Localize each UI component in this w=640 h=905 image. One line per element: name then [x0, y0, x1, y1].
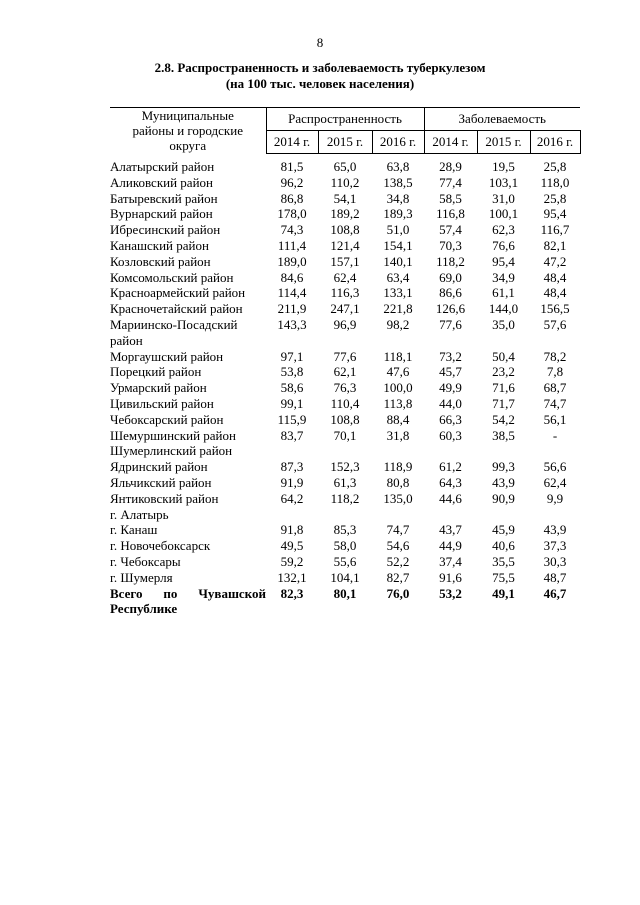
incidence-value: 78,2	[543, 348, 567, 364]
incidence-value: 54,2	[492, 411, 515, 427]
incidence-value: 100,1	[488, 206, 519, 222]
prevalence-value: 61,3	[333, 474, 357, 490]
prevalence-value: 51,0	[386, 222, 410, 238]
municipality-name: Вурнарский район	[110, 206, 213, 222]
municipality-name: Алатырский район	[110, 159, 215, 174]
table-row	[110, 443, 580, 459]
prevalence-value	[318, 333, 372, 349]
table-row	[110, 475, 580, 491]
prevalence-value: 154,1	[383, 237, 413, 253]
prevalence-value: 135,0	[383, 490, 413, 506]
incidence-value: 40,6	[492, 538, 515, 554]
incidence-value: 77,6	[439, 316, 462, 332]
table-row	[110, 285, 580, 301]
incidence-value: 25,8	[543, 190, 567, 206]
incidence-value: 62,4	[543, 474, 567, 490]
prevalence-value: 113,8	[383, 395, 413, 411]
table-row	[110, 349, 580, 365]
prevalence-value: 70,1	[333, 427, 357, 443]
header-year: 2014 г.	[266, 130, 318, 153]
municipality-name: Яльчикский район	[110, 474, 212, 490]
table-row	[110, 238, 580, 254]
prevalence-value: 74,3	[280, 222, 304, 238]
municipality-name: Красночетайский район	[110, 301, 243, 317]
prevalence-value: 81,5	[280, 159, 304, 174]
prevalence-value: 86,8	[280, 190, 304, 206]
incidence-value	[530, 507, 580, 523]
municipality-name: Ядринский район	[110, 459, 208, 475]
municipality-name: Янтиковский район	[110, 490, 219, 506]
table-row	[110, 191, 580, 207]
incidence-value: 56,6	[543, 459, 567, 475]
page-number: 8	[316, 35, 324, 50]
municipality-name: Батыревский район	[110, 190, 218, 206]
empty-cell	[318, 601, 372, 617]
prevalence-value: 96,2	[280, 174, 304, 190]
prevalence-value: 97,1	[280, 348, 304, 364]
table-row	[110, 317, 580, 333]
incidence-value: 77,4	[439, 174, 462, 190]
prevalence-value: 91,8	[280, 522, 304, 538]
incidence-value: 45,7	[439, 364, 462, 380]
incidence-value	[424, 507, 477, 523]
incidence-value: 118,2	[436, 253, 465, 269]
prevalence-value: 189,2	[330, 206, 360, 222]
incidence-value	[424, 333, 477, 349]
empty-cell	[530, 601, 580, 617]
table-row	[110, 507, 580, 523]
prevalence-value: 143,3	[277, 316, 307, 332]
incidence-value: 28,9	[439, 159, 462, 174]
table-row	[110, 459, 580, 475]
municipality-name: г. Чебоксары	[110, 553, 181, 569]
prevalence-value: 49,5	[280, 538, 304, 554]
prevalence-value: 98,2	[386, 316, 410, 332]
total-prevalence-value: 82,3	[280, 585, 304, 601]
incidence-value	[530, 333, 580, 349]
prevalence-value: 59,2	[280, 553, 304, 569]
incidence-value: 37,4	[439, 553, 462, 569]
municipality-name: Канашский район	[110, 237, 209, 253]
incidence-value: 61,1	[492, 285, 515, 301]
prevalence-value: 157,1	[330, 253, 360, 269]
incidence-value: 34,9	[492, 269, 515, 285]
prevalence-value: 54,6	[386, 538, 410, 554]
municipality-name: Чебоксарский район	[110, 411, 224, 427]
incidence-value: 73,2	[439, 348, 462, 364]
prevalence-value: 34,8	[386, 190, 410, 206]
prevalence-value: 53,8	[280, 364, 304, 380]
prevalence-value: 118,1	[383, 348, 413, 364]
table-row	[110, 491, 580, 507]
prevalence-value: 31,8	[386, 427, 410, 443]
table-row	[110, 364, 580, 380]
prevalence-value: 52,2	[386, 553, 410, 569]
prevalence-value: 178,0	[277, 206, 307, 222]
incidence-value: 38,5	[492, 427, 515, 443]
incidence-value: 75,5	[492, 569, 515, 585]
prevalence-value: 189,0	[277, 253, 307, 269]
municipality-name: г. Новочебоксарск	[110, 538, 211, 554]
table-row	[110, 412, 580, 428]
incidence-value: 103,1	[488, 174, 519, 190]
prevalence-value: 91,9	[280, 474, 304, 490]
total-incidence-value: 49,1	[492, 585, 515, 601]
empty-cell	[266, 601, 318, 617]
incidence-value: 44,0	[439, 395, 462, 411]
incidence-value: 43,9	[492, 474, 515, 490]
table-row	[110, 333, 580, 349]
incidence-value: 43,7	[439, 522, 462, 538]
prevalence-value	[372, 507, 424, 523]
prevalence-value: 85,3	[333, 522, 357, 538]
prevalence-value: 80,8	[386, 474, 410, 490]
header-year: 2015 г.	[318, 130, 372, 153]
prevalence-value: 47,6	[386, 364, 410, 380]
incidence-value: -	[552, 427, 558, 443]
municipality-name: Козловский район	[110, 253, 211, 269]
prevalence-value	[318, 507, 372, 523]
incidence-value: 58,5	[439, 190, 462, 206]
total-incidence-value: 46,7	[543, 585, 567, 601]
incidence-value: 19,5	[492, 159, 515, 174]
incidence-value: 47,2	[543, 253, 567, 269]
title-line-1: 2.8. Распространенность и заболеваемость туберкулезом	[154, 60, 486, 75]
prevalence-value: 108,8	[330, 222, 360, 238]
prevalence-value: 62,4	[333, 269, 357, 285]
header-year: 2016 г.	[530, 130, 580, 153]
incidence-value: 31,0	[492, 190, 515, 206]
incidence-value: 62,3	[492, 222, 515, 238]
prevalence-value	[266, 443, 318, 459]
header-prevalence: Распространенность	[266, 108, 424, 131]
municipality-name: Шумерлинский район	[110, 443, 233, 459]
municipality-name: Аликовский район	[110, 174, 213, 190]
prevalence-value: 96,9	[333, 316, 357, 332]
municipality-name: район	[110, 332, 143, 348]
incidence-value: 71,6	[492, 380, 515, 396]
incidence-value: 70,3	[439, 237, 462, 253]
table-row	[110, 270, 580, 286]
table-row	[110, 380, 580, 396]
prevalence-value: 64,2	[280, 490, 304, 506]
prevalence-value: 118,9	[383, 459, 413, 475]
total-incidence-value: 53,2	[439, 585, 462, 601]
prevalence-value: 58,0	[333, 538, 357, 554]
prevalence-value: 76,3	[333, 380, 357, 396]
incidence-value: 126,6	[435, 301, 466, 317]
prevalence-value: 118,2	[330, 490, 360, 506]
total-prevalence-value: 80,1	[333, 585, 357, 601]
header-year: 2014 г.	[424, 130, 477, 153]
total-row-continued	[110, 601, 580, 617]
prevalence-value: 133,1	[383, 285, 413, 301]
prevalence-value: 100,0	[383, 380, 413, 396]
prevalence-value: 111,4	[277, 237, 307, 253]
prevalence-value: 82,7	[386, 569, 410, 585]
prevalence-value: 63,4	[386, 269, 410, 285]
table-row	[110, 522, 580, 538]
total-row	[110, 586, 580, 602]
incidence-value: 35,0	[492, 316, 515, 332]
title-line-2: (на 100 тыс. человек населения)	[225, 76, 415, 91]
incidence-value: 44,6	[439, 490, 462, 506]
prevalence-value	[372, 443, 424, 459]
prevalence-value: 87,3	[280, 459, 304, 475]
incidence-value: 86,6	[439, 285, 462, 301]
incidence-value: 43,9	[543, 522, 567, 538]
incidence-value: 57,6	[543, 316, 567, 332]
prevalence-value: 108,8	[330, 411, 360, 427]
prevalence-value: 74,7	[386, 522, 410, 538]
table-row	[110, 570, 580, 586]
prevalence-value: 58,6	[280, 380, 304, 396]
header-incidence: Заболеваемость	[424, 108, 580, 131]
municipality-name: г. Канаш	[110, 522, 158, 538]
prevalence-value: 55,6	[333, 553, 357, 569]
table-title	[110, 60, 530, 92]
prevalence-value: 121,4	[330, 237, 360, 253]
incidence-value	[477, 333, 530, 349]
header-year: 2016 г.	[372, 130, 424, 153]
municipality-name: Цивильский район	[110, 395, 214, 411]
incidence-value: 82,1	[543, 237, 567, 253]
incidence-value: 99,3	[492, 459, 515, 475]
tuberculosis-table	[110, 107, 581, 617]
header-name-column: Муниципальные районы и городские округа	[132, 108, 243, 153]
incidence-value: 60,3	[439, 427, 462, 443]
table-row	[110, 301, 580, 317]
municipality-name: Комсомольский район	[110, 269, 234, 285]
prevalence-value	[372, 333, 424, 349]
incidence-value: 71,7	[492, 395, 515, 411]
table-row	[110, 222, 580, 238]
incidence-value: 9,9	[546, 490, 564, 506]
incidence-value: 44,9	[439, 538, 462, 554]
prevalence-value: 104,1	[330, 569, 360, 585]
incidence-value	[530, 443, 580, 459]
incidence-value: 95,4	[543, 206, 567, 222]
table-row	[110, 428, 580, 444]
table-body	[110, 159, 580, 617]
municipality-name: г. Шумерля	[110, 569, 173, 585]
prevalence-value: 132,1	[277, 569, 307, 585]
incidence-value: 116,7	[540, 222, 570, 238]
prevalence-value: 65,0	[333, 159, 357, 174]
total-name-continued: Республике	[110, 601, 178, 617]
incidence-value: 23,2	[492, 364, 515, 380]
prevalence-value: 88,4	[386, 411, 410, 427]
incidence-value: 144,0	[488, 301, 519, 317]
incidence-value: 25,8	[543, 159, 567, 174]
prevalence-value: 77,6	[333, 348, 357, 364]
incidence-value: 116,8	[436, 206, 465, 222]
incidence-value: 48,7	[543, 569, 567, 585]
table-row	[110, 554, 580, 570]
prevalence-value: 99,1	[280, 395, 304, 411]
incidence-value	[477, 443, 530, 459]
incidence-value: 74,7	[543, 395, 567, 411]
incidence-value: 61,2	[439, 459, 462, 475]
incidence-value: 30,3	[543, 553, 567, 569]
table-row	[110, 159, 580, 175]
incidence-value	[424, 443, 477, 459]
incidence-value: 48,4	[543, 285, 567, 301]
incidence-value: 37,3	[543, 538, 567, 554]
table-row	[110, 254, 580, 270]
municipality-name: Моргаушский район	[110, 348, 224, 364]
incidence-value: 35,5	[492, 553, 515, 569]
empty-cell	[424, 601, 477, 617]
municipality-name: Мариинско-Посадский	[110, 316, 238, 332]
incidence-value: 69,0	[439, 269, 462, 285]
total-name: Всего по Чувашской	[110, 585, 266, 601]
incidence-value: 156,5	[540, 301, 570, 317]
empty-cell	[477, 601, 530, 617]
incidence-value: 45,9	[492, 522, 515, 538]
header-year: 2015 г.	[477, 130, 530, 153]
prevalence-value: 110,4	[330, 395, 360, 411]
incidence-value: 48,4	[543, 269, 567, 285]
municipality-name: Порецкий район	[110, 364, 202, 380]
incidence-value: 91,6	[439, 569, 462, 585]
table-row	[110, 396, 580, 412]
prevalence-value: 116,3	[330, 285, 360, 301]
prevalence-value: 63,8	[386, 159, 410, 174]
municipality-name: Ибресинский район	[110, 222, 221, 238]
table-row	[110, 175, 580, 191]
prevalence-value: 138,5	[383, 174, 413, 190]
incidence-value: 7,8	[546, 364, 564, 380]
incidence-value: 118,0	[540, 174, 570, 190]
prevalence-value: 152,3	[330, 459, 360, 475]
incidence-value: 76,6	[492, 237, 515, 253]
prevalence-value: 114,4	[277, 285, 307, 301]
municipality-name: г. Алатырь	[110, 506, 169, 522]
prevalence-value	[318, 443, 372, 459]
incidence-value	[477, 507, 530, 523]
incidence-value: 68,7	[543, 380, 567, 396]
prevalence-value: 54,1	[333, 190, 357, 206]
incidence-value: 50,4	[492, 348, 515, 364]
prevalence-value: 140,1	[383, 253, 413, 269]
municipality-name: Урмарский район	[110, 380, 207, 396]
prevalence-value: 84,6	[280, 269, 304, 285]
prevalence-value: 83,7	[280, 427, 304, 443]
table-row	[110, 206, 580, 222]
prevalence-value: 115,9	[277, 411, 307, 427]
incidence-value: 95,4	[492, 253, 515, 269]
prevalence-value: 189,3	[383, 206, 413, 222]
incidence-value: 64,3	[439, 474, 462, 490]
incidence-value: 49,9	[439, 380, 462, 396]
incidence-value: 66,3	[439, 411, 462, 427]
municipality-name: Красноармейский район	[110, 285, 246, 301]
incidence-value: 90,9	[492, 490, 515, 506]
prevalence-value	[266, 333, 318, 349]
incidence-value: 56,1	[543, 411, 567, 427]
empty-cell	[372, 601, 424, 617]
table-row	[110, 538, 580, 554]
prevalence-value	[266, 507, 318, 523]
municipality-name: Шемуршинский район	[110, 427, 236, 443]
prevalence-value: 221,8	[383, 301, 413, 317]
prevalence-value: 247,1	[330, 301, 360, 317]
prevalence-value: 211,9	[277, 301, 307, 317]
incidence-value: 57,4	[439, 222, 462, 238]
prevalence-value: 62,1	[333, 364, 357, 380]
total-prevalence-value: 76,0	[386, 585, 410, 601]
prevalence-value: 110,2	[330, 174, 360, 190]
